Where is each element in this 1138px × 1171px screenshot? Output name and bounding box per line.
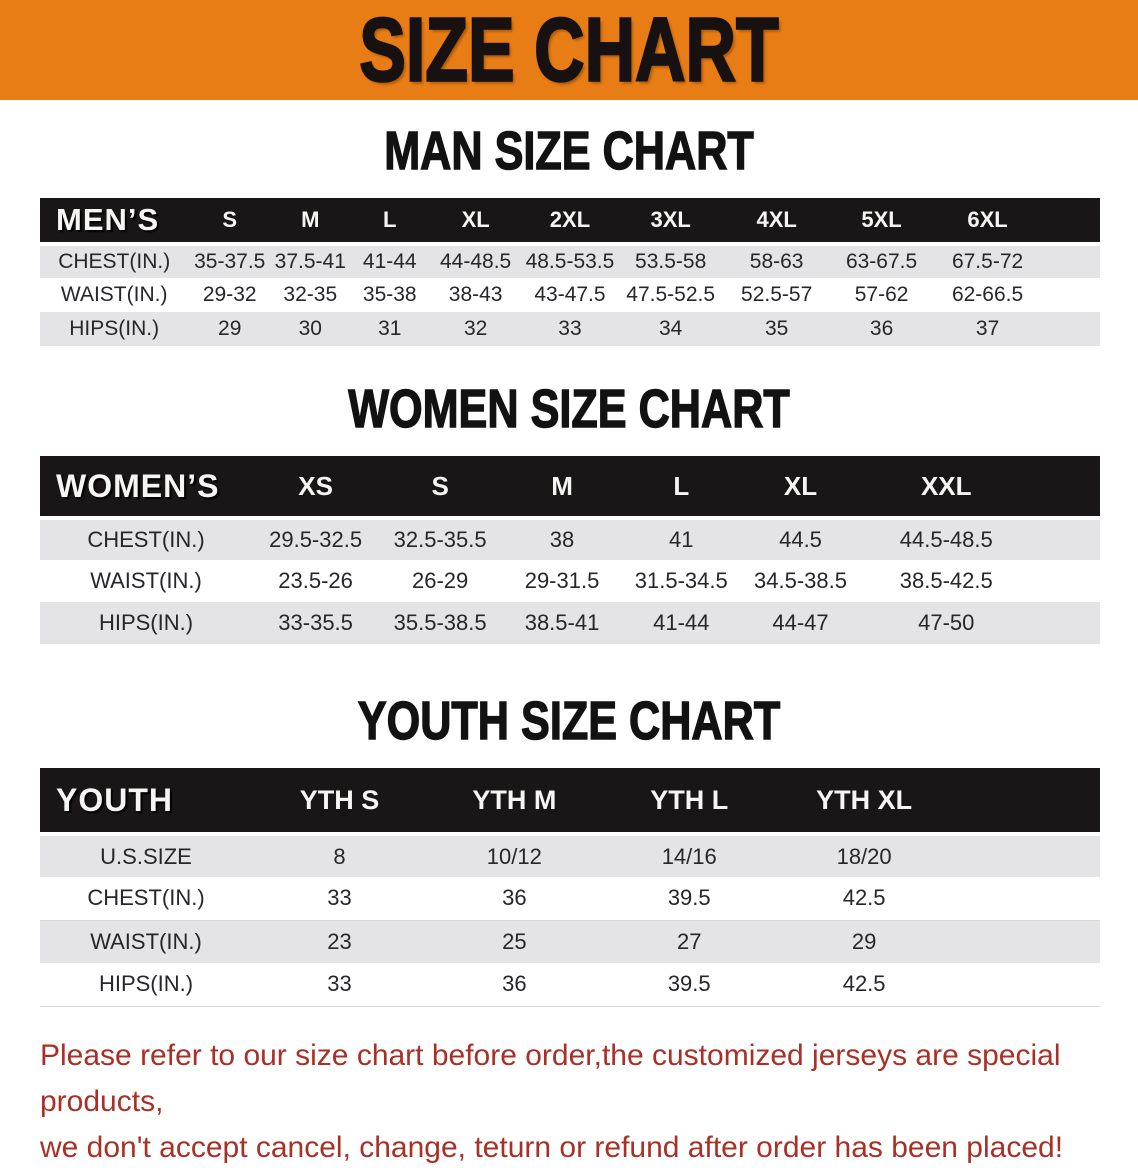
cell: 29.5-32.5: [252, 518, 379, 560]
cell: 35-38: [350, 278, 431, 312]
cell: 63-67.5: [831, 244, 933, 278]
cell: 23.5-26: [252, 560, 379, 602]
men-table-title: MEN’S: [40, 198, 188, 244]
men-size-col-3xl: 3XL: [619, 198, 723, 244]
spacer-cell: [952, 834, 1100, 877]
cell: 53.5-58: [619, 244, 723, 278]
youth-ussize-row: [40, 834, 1100, 877]
cell: 35: [723, 312, 831, 346]
men-table-header-row: [40, 198, 1100, 244]
row-label: CHEST(IN.): [40, 244, 188, 278]
women-hips-row: [40, 602, 1100, 644]
spacer-cell: [1031, 602, 1100, 644]
cell: 41-44: [350, 244, 431, 278]
youth-chest-row: [40, 877, 1100, 920]
cell: 57-62: [831, 278, 933, 312]
size-chart-banner: [0, 0, 1138, 100]
women-chest-row: [40, 518, 1100, 560]
row-label: WAIST(IN.): [40, 278, 188, 312]
cell: 37: [932, 312, 1042, 346]
cell: 34: [619, 312, 723, 346]
cell: 31: [350, 312, 431, 346]
cell: 67.5-72: [932, 244, 1042, 278]
cell: 42.5: [777, 877, 952, 920]
women-table-title: WOMEN’S: [40, 456, 252, 518]
spacer-cell: [952, 963, 1100, 1006]
cell: 58-63: [723, 244, 831, 278]
spacer-cell: [1043, 278, 1100, 312]
men-size-col-5xl: 5XL: [831, 198, 933, 244]
cell: 27: [602, 920, 777, 963]
cell: 43-47.5: [521, 278, 619, 312]
cell: 36: [427, 963, 602, 1006]
row-label: CHEST(IN.): [40, 877, 252, 920]
cell: 29: [777, 920, 952, 963]
cell: 32.5-35.5: [379, 518, 501, 560]
row-label: HIPS(IN.): [40, 312, 188, 346]
men-size-col-s: S: [188, 198, 271, 244]
banner-title: SIZE CHART: [359, 0, 779, 100]
cell: 37.5-41: [271, 244, 349, 278]
spacer-cell: [1031, 560, 1100, 602]
spacer-cell: [1043, 198, 1100, 244]
men-hips-row: [40, 312, 1100, 346]
men-size-col-2xl: 2XL: [521, 198, 619, 244]
youth-size-chart-heading-text: YOUTH SIZE CHART: [357, 691, 781, 751]
cell: 8: [252, 834, 427, 877]
cell: 39.5: [602, 877, 777, 920]
disclaimer-line-1: Please refer to our size chart before order,the customized jerseys are special products,: [40, 1038, 1061, 1118]
row-label: WAIST(IN.): [40, 920, 252, 963]
spacer-cell: [952, 768, 1100, 834]
youth-table-header-row: [40, 768, 1100, 834]
cell: 47-50: [861, 602, 1031, 644]
spacer-cell: [1031, 456, 1100, 518]
spacer-cell: [952, 920, 1100, 963]
cell: 14/16: [602, 834, 777, 877]
men-size-col-4xl: 4XL: [723, 198, 831, 244]
cell: 18/20: [777, 834, 952, 877]
cell: 44.5-48.5: [861, 518, 1031, 560]
row-label: HIPS(IN.): [40, 963, 252, 1006]
cell: 38.5-41: [501, 602, 623, 644]
cell: 29: [188, 312, 271, 346]
cell: 33: [252, 963, 427, 1006]
row-label: WAIST(IN.): [40, 560, 252, 602]
disclaimer-line-2: we don't accept cancel, change, teturn or refund after order has been placed!: [40, 1130, 1064, 1164]
cell: 36: [427, 877, 602, 920]
cell: 42.5: [777, 963, 952, 1006]
women-size-col-xl: XL: [740, 456, 862, 518]
women-size-table: [40, 456, 1100, 644]
women-size-chart-heading-text: WOMEN SIZE CHART: [348, 379, 790, 439]
cell: 44.5: [740, 518, 862, 560]
disclaimer-note: [40, 1033, 1100, 1171]
men-size-table: [40, 198, 1100, 346]
men-size-col-xl: XL: [430, 198, 521, 244]
row-label: U.S.SIZE: [40, 834, 252, 877]
cell: 38: [501, 518, 623, 560]
cell: 25: [427, 920, 602, 963]
man-size-chart-heading: [0, 121, 1138, 181]
women-size-chart-heading: [0, 379, 1138, 439]
women-size-col-xs: XS: [252, 456, 379, 518]
spacer-cell: [1043, 244, 1100, 278]
cell: 33: [252, 877, 427, 920]
cell: 30: [271, 312, 349, 346]
row-label: CHEST(IN.): [40, 518, 252, 560]
youth-size-table: [40, 768, 1100, 1007]
cell: 32-35: [271, 278, 349, 312]
men-size-col-m: M: [271, 198, 349, 244]
spacer-cell: [952, 877, 1100, 920]
men-size-col-6xl: 6XL: [932, 198, 1042, 244]
cell: 38-43: [430, 278, 521, 312]
spacer-cell: [1031, 518, 1100, 560]
cell: 52.5-57: [723, 278, 831, 312]
cell: 32: [430, 312, 521, 346]
women-size-col-l: L: [623, 456, 740, 518]
youth-size-col-l: YTH L: [602, 768, 777, 834]
cell: 41-44: [623, 602, 740, 644]
cell: 35-37.5: [188, 244, 271, 278]
cell: 26-29: [379, 560, 501, 602]
cell: 36: [831, 312, 933, 346]
men-size-col-l: L: [350, 198, 431, 244]
women-size-col-xxl: XXL: [861, 456, 1031, 518]
cell: 39.5: [602, 963, 777, 1006]
men-chest-row: [40, 244, 1100, 278]
youth-size-col-xl: YTH XL: [777, 768, 952, 834]
cell: 10/12: [427, 834, 602, 877]
cell: 33: [521, 312, 619, 346]
youth-hips-row: [40, 963, 1100, 1006]
youth-table-title: YOUTH: [40, 768, 252, 834]
spacer-cell: [1043, 312, 1100, 346]
row-label: HIPS(IN.): [40, 602, 252, 644]
cell: 29-32: [188, 278, 271, 312]
cell: 33-35.5: [252, 602, 379, 644]
cell: 31.5-34.5: [623, 560, 740, 602]
women-size-col-m: M: [501, 456, 623, 518]
youth-size-col-m: YTH M: [427, 768, 602, 834]
cell: 34.5-38.5: [740, 560, 862, 602]
cell: 48.5-53.5: [521, 244, 619, 278]
man-size-chart-heading-text: MAN SIZE CHART: [384, 121, 754, 181]
cell: 38.5-42.5: [861, 560, 1031, 602]
cell: 29-31.5: [501, 560, 623, 602]
youth-waist-row: [40, 920, 1100, 963]
youth-size-chart-heading: [0, 691, 1138, 751]
women-table-header-row: [40, 456, 1100, 518]
cell: 23: [252, 920, 427, 963]
cell: 41: [623, 518, 740, 560]
cell: 62-66.5: [932, 278, 1042, 312]
cell: 35.5-38.5: [379, 602, 501, 644]
youth-size-col-s: YTH S: [252, 768, 427, 834]
cell: 47.5-52.5: [619, 278, 723, 312]
cell: 44-47: [740, 602, 862, 644]
women-size-col-s: S: [379, 456, 501, 518]
women-waist-row: [40, 560, 1100, 602]
men-waist-row: [40, 278, 1100, 312]
cell: 44-48.5: [430, 244, 521, 278]
